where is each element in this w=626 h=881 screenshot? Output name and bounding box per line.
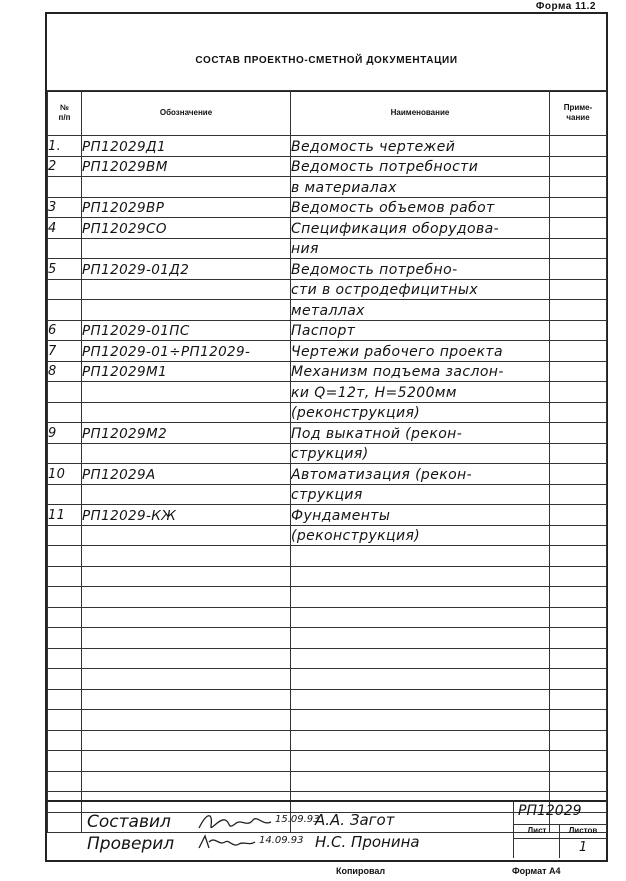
row-name: Ведомость потребности (291, 156, 550, 177)
table-row (48, 300, 607, 321)
row-number (48, 710, 82, 731)
document-title: СОСТАВ ПРОЕКТНО-СМЕТНОЙ ДОКУМЕНТАЦИИ (195, 55, 458, 66)
header-name-label: Наименование (390, 108, 450, 118)
form-label: Форма 11.2 (535, 1, 596, 12)
row-name: Ведомость чертежей (291, 136, 550, 157)
row-name (291, 710, 550, 731)
table-row (48, 177, 607, 198)
row-designation: РП12029ВР (82, 197, 291, 218)
table-row (48, 628, 607, 649)
row-name: Фундаменты (291, 505, 550, 526)
row-number (48, 177, 82, 198)
table-row (48, 382, 607, 403)
row-note (550, 689, 607, 710)
row-number: 9 (48, 423, 82, 444)
header-designation (82, 91, 291, 136)
row-note (550, 730, 607, 751)
row-note (550, 464, 607, 485)
row-note (550, 156, 607, 177)
header-designation-label: Обозначение (159, 108, 213, 118)
row-designation (82, 443, 291, 464)
row-designation (82, 402, 291, 423)
row-designation (82, 607, 291, 628)
row-designation: РП12029А (82, 464, 291, 485)
row-designation: РП12029-01ПС (82, 320, 291, 341)
row-number (48, 300, 82, 321)
row-note (550, 648, 607, 669)
table-row (48, 361, 607, 382)
table-row (48, 279, 607, 300)
row-designation: РП12029ВМ (82, 156, 291, 177)
row-name: ки Q=12т, H=5200мм (291, 382, 550, 403)
table-row (48, 546, 607, 567)
table-row (48, 197, 607, 218)
row-name: струкция) (291, 443, 550, 464)
row-name: (реконструкция) (291, 402, 550, 423)
table-row (48, 730, 607, 751)
header-name (291, 91, 550, 136)
row-number (48, 771, 82, 792)
row-note (550, 546, 607, 567)
row-note (550, 136, 607, 157)
row-number (48, 566, 82, 587)
row-number: 1. (48, 136, 82, 157)
table-row (48, 443, 607, 464)
row-number (48, 689, 82, 710)
row-designation (82, 730, 291, 751)
row-name (291, 771, 550, 792)
table-row (48, 587, 607, 608)
row-number: 11 (48, 505, 82, 526)
checked-name: Н.С. Пронина (315, 833, 420, 851)
row-note (550, 443, 607, 464)
row-designation (82, 546, 291, 567)
row-note (550, 484, 607, 505)
row-designation (82, 771, 291, 792)
row-name (291, 587, 550, 608)
doc-code: РП12029 (518, 803, 582, 819)
row-note (550, 259, 607, 280)
doc-code-cell (513, 802, 606, 825)
sheets-label: Листов (559, 824, 606, 839)
row-designation (82, 300, 291, 321)
row-number (48, 648, 82, 669)
row-designation (82, 669, 291, 690)
row-number (48, 628, 82, 649)
row-note (550, 423, 607, 444)
table-row (48, 669, 607, 690)
sheet-label: Лист (513, 824, 560, 839)
compiled-name: А.А. Загот (315, 811, 395, 829)
row-designation (82, 587, 291, 608)
row-designation (82, 382, 291, 403)
row-note (550, 402, 607, 423)
header-number-label: № п/п (58, 103, 71, 122)
row-number: 3 (48, 197, 82, 218)
table-row (48, 259, 607, 280)
row-number (48, 382, 82, 403)
table-header-row (48, 91, 607, 136)
row-designation (82, 177, 291, 198)
header-number (48, 91, 82, 136)
row-designation: РП12029М2 (82, 423, 291, 444)
table-row (48, 648, 607, 669)
table-row (48, 710, 607, 731)
table-row (48, 464, 607, 485)
row-note (550, 197, 607, 218)
header-note-label: Приме- чание (563, 103, 593, 122)
compiled-label: Составил (87, 812, 171, 832)
row-number: 6 (48, 320, 82, 341)
row-number (48, 484, 82, 505)
row-name: в материалах (291, 177, 550, 198)
table-row (48, 607, 607, 628)
row-number: 5 (48, 259, 82, 280)
row-designation (82, 648, 291, 669)
row-designation (82, 751, 291, 772)
row-name (291, 751, 550, 772)
row-number (48, 443, 82, 464)
row-number: 4 (48, 218, 82, 239)
row-number (48, 279, 82, 300)
row-designation: РП12029-01Д2 (82, 259, 291, 280)
row-designation: РП12029М1 (82, 361, 291, 382)
row-name: ния (291, 238, 550, 259)
row-designation (82, 525, 291, 546)
sheet-value-cell (513, 838, 560, 858)
checked-label: Проверил (87, 834, 175, 854)
table-row (48, 751, 607, 772)
row-designation (82, 710, 291, 731)
row-name (291, 669, 550, 690)
row-designation (82, 238, 291, 259)
row-name: Под выкатной (рекон- (291, 423, 550, 444)
row-number (48, 525, 82, 546)
row-note (550, 669, 607, 690)
row-note (550, 300, 607, 321)
row-designation (82, 689, 291, 710)
row-note (550, 525, 607, 546)
table-row (48, 566, 607, 587)
row-name: струкция (291, 484, 550, 505)
row-number: 10 (48, 464, 82, 485)
row-note (550, 320, 607, 341)
row-designation: РП12029-КЖ (82, 505, 291, 526)
checked-date: 14.09.93 (259, 835, 304, 846)
row-designation: РП12029Д1 (82, 136, 291, 157)
table-row (48, 505, 607, 526)
row-name (291, 648, 550, 669)
document-sheet (45, 12, 608, 862)
header-note (550, 91, 607, 136)
table-row (48, 156, 607, 177)
row-name (291, 628, 550, 649)
row-number (48, 751, 82, 772)
title-block-stamp (47, 800, 606, 860)
row-number (48, 607, 82, 628)
row-note (550, 238, 607, 259)
row-note (550, 710, 607, 731)
sheets-value: 1 (559, 838, 606, 858)
row-note (550, 505, 607, 526)
row-note (550, 607, 607, 628)
row-name: Автоматизация (рекон- (291, 464, 550, 485)
row-designation (82, 279, 291, 300)
row-number (48, 402, 82, 423)
row-name: Спецификация оборудова- (291, 218, 550, 239)
row-name (291, 730, 550, 751)
row-note (550, 587, 607, 608)
row-name (291, 607, 550, 628)
row-designation (82, 628, 291, 649)
table-row (48, 341, 607, 362)
row-name: Механизм подъема заслон- (291, 361, 550, 382)
row-name (291, 689, 550, 710)
table-row (48, 771, 607, 792)
row-note (550, 751, 607, 772)
row-number (48, 587, 82, 608)
row-designation (82, 484, 291, 505)
row-name: металлах (291, 300, 550, 321)
row-name: сти в остродефицитных (291, 279, 550, 300)
footer-format: Формат А4 (512, 866, 561, 876)
row-name: Паспорт (291, 320, 550, 341)
table-row (48, 689, 607, 710)
row-name: (реконструкция) (291, 525, 550, 546)
row-note (550, 566, 607, 587)
row-note (550, 177, 607, 198)
row-note (550, 218, 607, 239)
row-designation: РП12029-01÷РП12029- (82, 341, 291, 362)
row-note (550, 361, 607, 382)
row-number (48, 669, 82, 690)
row-name (291, 546, 550, 567)
table-row (48, 320, 607, 341)
row-number: 8 (48, 361, 82, 382)
table-row (48, 402, 607, 423)
row-note (550, 279, 607, 300)
documentation-table (47, 90, 607, 833)
row-note (550, 382, 607, 403)
footer-copied: Копировал (336, 866, 386, 876)
row-number (48, 238, 82, 259)
row-name: Ведомость потребно- (291, 259, 550, 280)
row-number: 2 (48, 156, 82, 177)
row-number (48, 730, 82, 751)
table-row (48, 218, 607, 239)
checked-signature (197, 832, 257, 854)
title-area (47, 14, 606, 92)
table-body (48, 136, 607, 833)
table-row (48, 484, 607, 505)
table-row (48, 136, 607, 157)
row-number (48, 546, 82, 567)
row-name: Ведомость объемов работ (291, 197, 550, 218)
table-row (48, 238, 607, 259)
row-designation (82, 566, 291, 587)
row-note (550, 771, 607, 792)
compiled-date: 15.09.93 (275, 814, 320, 825)
compiled-signature (197, 810, 277, 834)
table-row (48, 525, 607, 546)
row-note (550, 628, 607, 649)
row-note (550, 341, 607, 362)
row-name: Чертежи рабочего проекта (291, 341, 550, 362)
row-name (291, 566, 550, 587)
table-row (48, 423, 607, 444)
row-number: 7 (48, 341, 82, 362)
row-designation: РП12029СО (82, 218, 291, 239)
